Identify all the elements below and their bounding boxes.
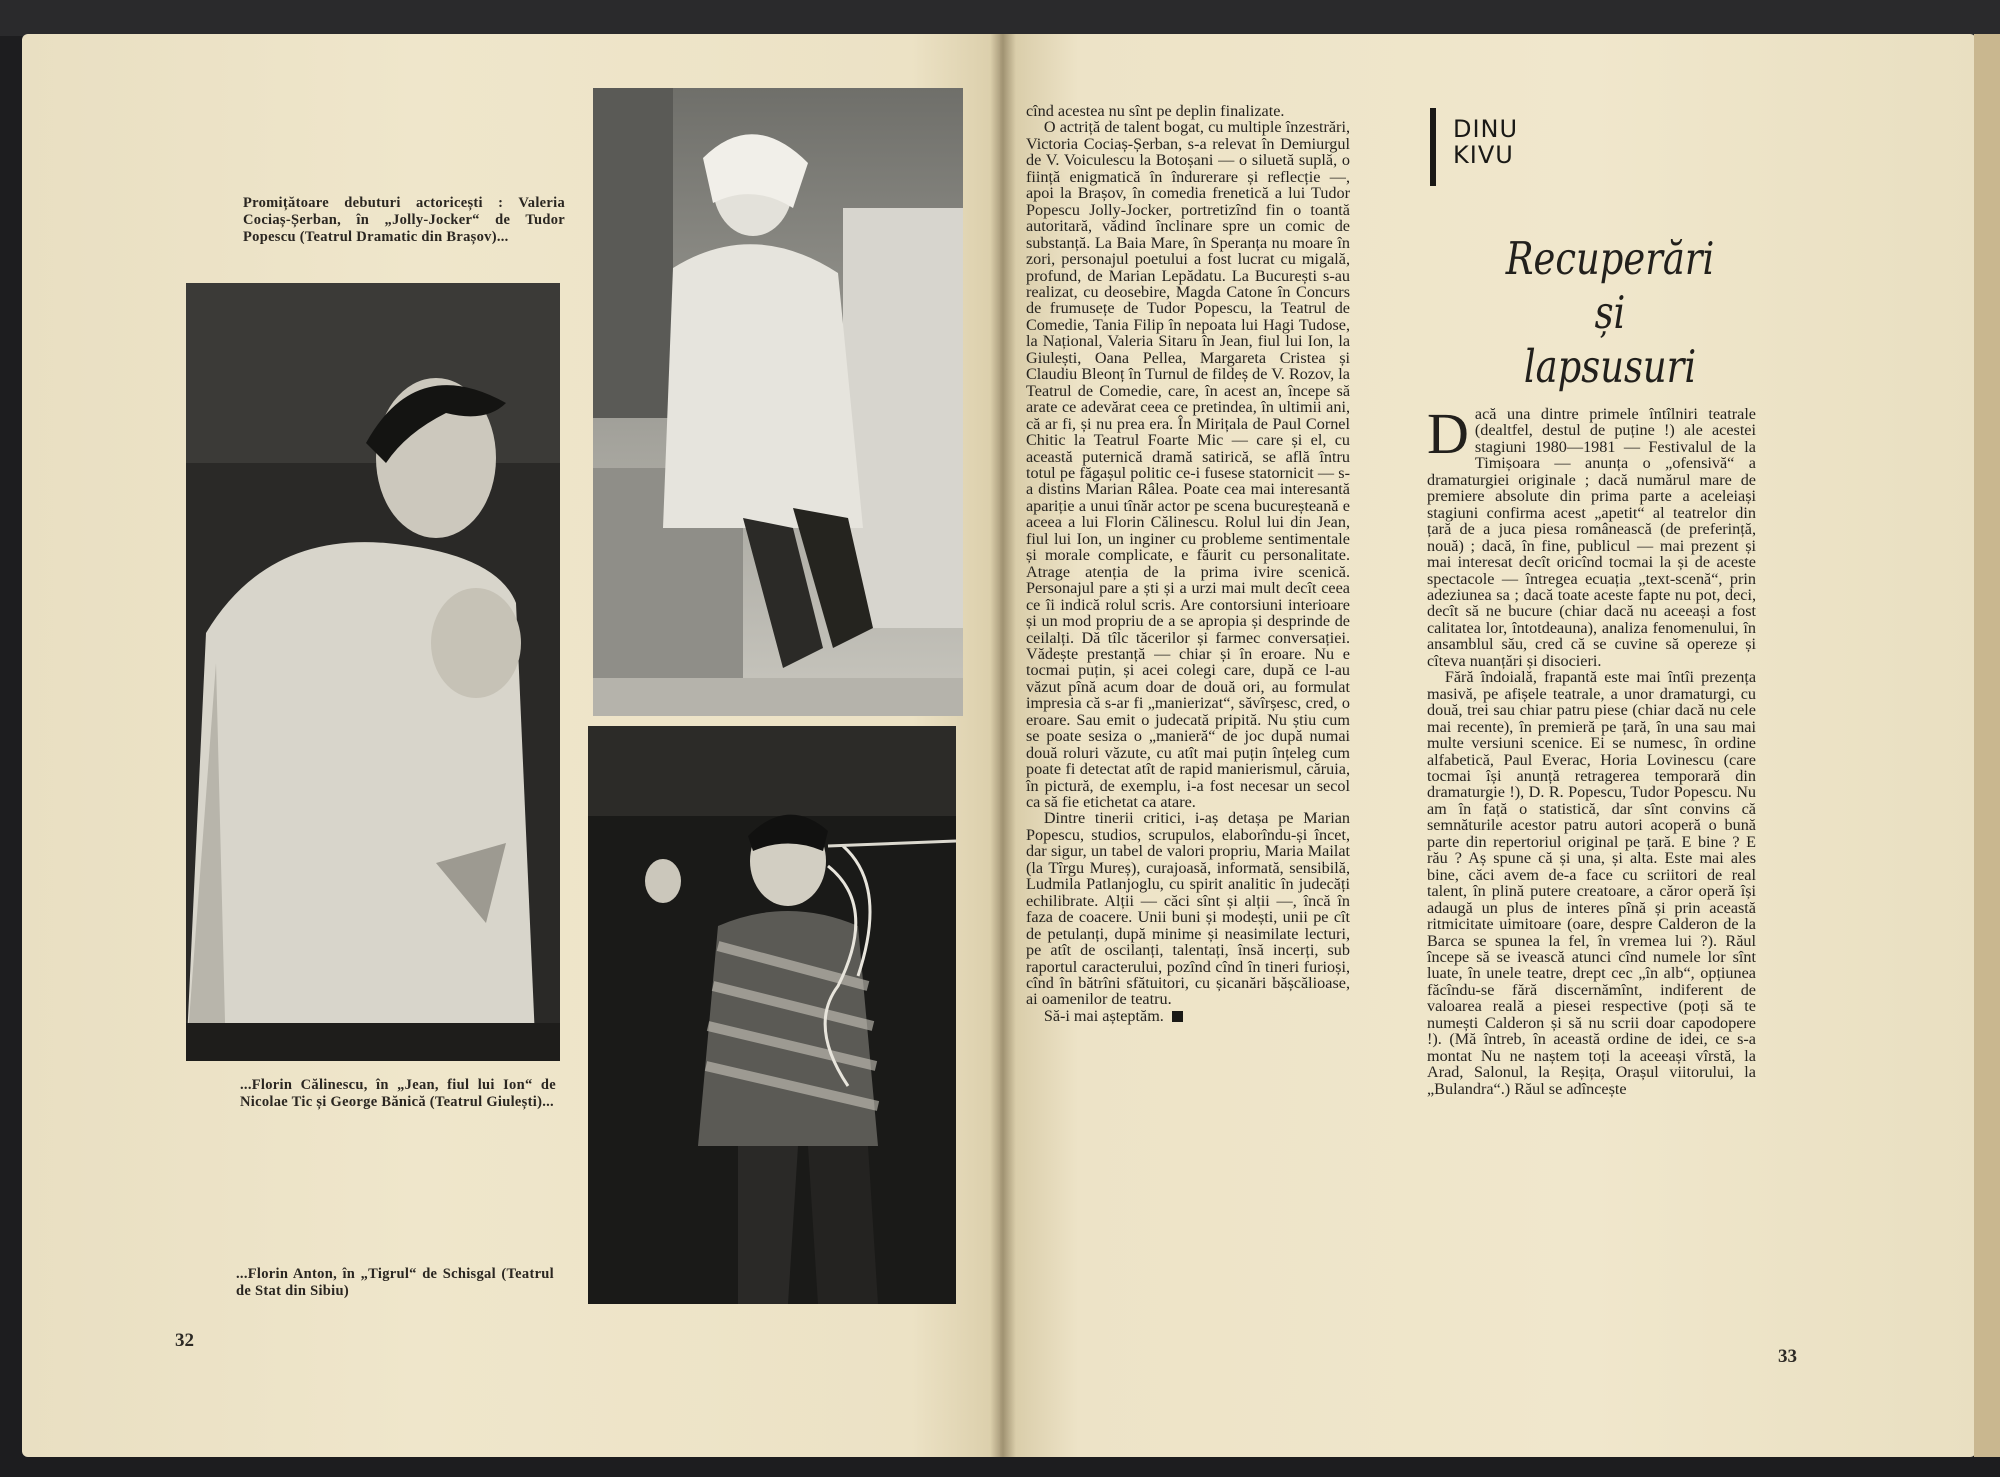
page-edge (1974, 34, 2000, 1457)
page-number-right: 33 (1778, 1346, 1797, 1367)
title-line: Recuperări (1505, 232, 1715, 285)
paragraph (1026, 1008, 1350, 1024)
photo-caption: ...Florin Anton, în „Tigrul“ de Schisgal (Teatrul de Stat din Sibiu) (236, 1266, 554, 1299)
photo-florin-anton (588, 726, 956, 1304)
binding-top (0, 0, 2000, 36)
paragraph-text: acă una dintre primele întîlniri teatrale (dealtfel, destul de puține !) ale acestei stagiuni 1980—1981 — Festivalul de la Timișoara — anunța o „ofensivă“ a dramaturgiei originale ; dacă numărul mare de premiere absolute din prima parte a aceleiași stagiuni confirma acest „apetit“ al teatrelor din țară de a juca piesa românească (de preferință, nouă) ; dacă, în fine, publicul — mai prezent și mai interesat decît oricînd tocmai la și de aceste spectacole — întregea ecuația „text-scenă“, prin adeziunea sa ; dacă toate aceste fapte nu pot, deci, decît să ne bucure (chiar dacă nu aceeași a fost calitatea lor, întotdeauna), analiza fenomenului, în ansamblul său, cred că se cuvine să opereze și cîteva nuanțări și disocieri. (1427, 405, 1756, 670)
author-first-name: DINU (1453, 115, 1519, 143)
photo-caption: ...Florin Călinescu, în „Jean, fiul lui Ion“ de Nicolae Tic și George Bănică (Teatrul Giulești)... (240, 1077, 556, 1110)
page-number-left: 32 (175, 1330, 194, 1351)
title-line: și (1594, 286, 1626, 339)
photo-florin-calinescu (186, 283, 560, 1061)
page-gutter (990, 34, 1016, 1457)
author-name (1453, 116, 1518, 168)
author-rule (1430, 108, 1436, 186)
author-last-name: KIVU (1453, 141, 1514, 169)
paragraph: Dintre tinerii critici, i-aș detașa pe Marian Popescu, studios, scrupulos, elaborîndu-și încet, dar sigur, un tabel de valori propriu, Maria Mailat (la Tîrgu Mureș), curajoasă, informată, sensibilă, Ludmila Patlanjoglu, cu spirit analitic în judecăți echilibrate. Alții — căci sînt și alții —, încă în faza de coacere. Unii buni și modești, unii pe cît de petulanți, după minime și neasimilate lecturi, pe atît de oscilanți, talentați, însă incerți, sub raportul caracterului, pozînd cînd în tineri furioși, cînd în bătrîni sfătuitori, cu șicanări bășcălioase, ai oamenilor de teatru. (1026, 809, 1350, 1009)
drop-cap: D (1427, 401, 1469, 466)
title-line: lapsusuri (1523, 340, 1697, 393)
end-of-article-mark (1172, 1011, 1183, 1022)
article-title (1487, 232, 1733, 394)
paragraph: cînd acestea nu sînt pe deplin finalizate. (1026, 102, 1285, 120)
photo-caption: Promițătoare debuturi actoricești : Valeria Cociaș-Șerban, în „Jolly-Jocker“ de Tudor Popescu (Teatrul Dramatic din Brașov)... (243, 195, 565, 245)
paragraph-lead (1427, 401, 1756, 670)
paragraph: O actriță de talent bogat, cu multiple înzestrări, Victoria Cociaș-Șerban, s-a relevat în Demiurgul de V. Voiculescu la Botoșani — o siluetă suplă, o ființă enigmatică în îndurerare și reflecție —, apoi la Brașov, în comedia frenetică a lui Tudor Popescu Jolly-Jocker, portretizînd fin o toantă autoritară, vădind înclinare spre un comic de substanță. La Baia Mare, în Speranța nu moare în zori, personajul poetului a fost lucrat cu migală, profund, de Marian Lepădatu. La București s-au realizat, cu deosebire, Magda Catone în Concurs de frumusețe de Tudor Popescu, la Teatrul de Comedie, Tania Filip în nepoata lui Hagi Tudose, la Național, Valeria Sitaru în Jean, fiul lui Ion, la Giulești, Oana Pellea, Margareta Cristea și Claudiu Bleonț în Turnul de fildeș de V. Rozov, la Teatrul de Comedie, care, în acest an, începe să arate ce adevărat ceea ce pretindea, în ultimii ani, că ar fi, și nu prea era. În Mirițala de Paul Cornel Chitic la Teatrul Foarte Mic — care și el, cu această puternică dramă satirică, se află întru totul pe făgașul politic ce-i fusese statornicit — s-a distins Marian Râlea. Poate cea mai interesantă apariție a unui tînăr actor pe scena bucureșteană e aceea a lui Florin Călinescu. Rolul lui din Jean, fiul lui Ion, un inginer cu probleme sentimentale și morale complicate, e făurit cu personalitate. Atrage atenția de la prima ivire scenică. Personajul pare a ști și a urzi mai mult decît ceea ce îi indică rolul scris. Are contorsiuni interioare și un mod propriu de a se apropia și desprinde de ceilalți. Dă tîlc tăcerilor și farmec conversației. Vădește prestanță — chiar și în eroare. Nu e tocmai puțin, și acei colegi care, după ce l-au văzut pînă acum doar de două ori, au formulat impresia că s-ar fi „manierizat“, săvîrșesc, cred, o eroare. Sau emit o judecată pripită. Nu știu cum se poate sesiza o „manieră“ de joc după numai două roluri văzute, cu atît mai puțin înțeleg cum poate fi detectat atît de rapid manierismul, căruia, în pictură, de exemplu, i-a fost necesar un secol ca să fie etichetat ca atare. (1026, 118, 1350, 812)
article-column (1427, 401, 1756, 1098)
paragraph-text: Să-i mai așteptăm. (1043, 1006, 1164, 1025)
photo-actress-seated (593, 88, 963, 716)
paragraph: Fără îndoială, frapantă este mai întîi prezența masivă, pe afișele teatrale, a unor dramaturgi, cu două, trei sau chiar patru piese (chiar dacă nu cele mai recente), în premieră pe țară, în una sau mai multe versiuni scenice. Ei se numesc, în ordine alfabetică, Paul Everac, Horia Lovinescu (care tocmai își anunță retragerea temporară din dramaturgie !), D. R. Popescu, Tudor Popescu. Nu am în față o statistică, dar sînt convins că semnăturile acestor patru autori acoperă o bună parte din repertoriul original pe țară. E bine ? E rău ? Aș spune că și una, și alta. Este mai ales bine, căci avem de-a face cu scriitori de real talent, în plină putere creatoare, a căror operă își adaugă un plus de interes pînă și prin această ritmicitate uimitoare (oare, despre Calderon de la Barca se spunea la fel, în vremea lui ?). Răul începe să se ivească atunci cînd numele lor sînt luate, în unele teatre, drept cec „în alb“, opțiunea făcîndu-se fără discernămînt, indiferent de valoarea reală a piesei respective (poți să te numești Calderon și să nu scrii doar capodopere !). (Mă întreb, în această ordine de idei, ce s-a montat Nu ne naștem toți la aceeași vîrstă, la Arad, Salonul, la Reșița, Orașul viitorului, la „Bulandra“.) Răul se adîncește (1427, 668, 1756, 1098)
article-column-continued (1026, 103, 1350, 1024)
